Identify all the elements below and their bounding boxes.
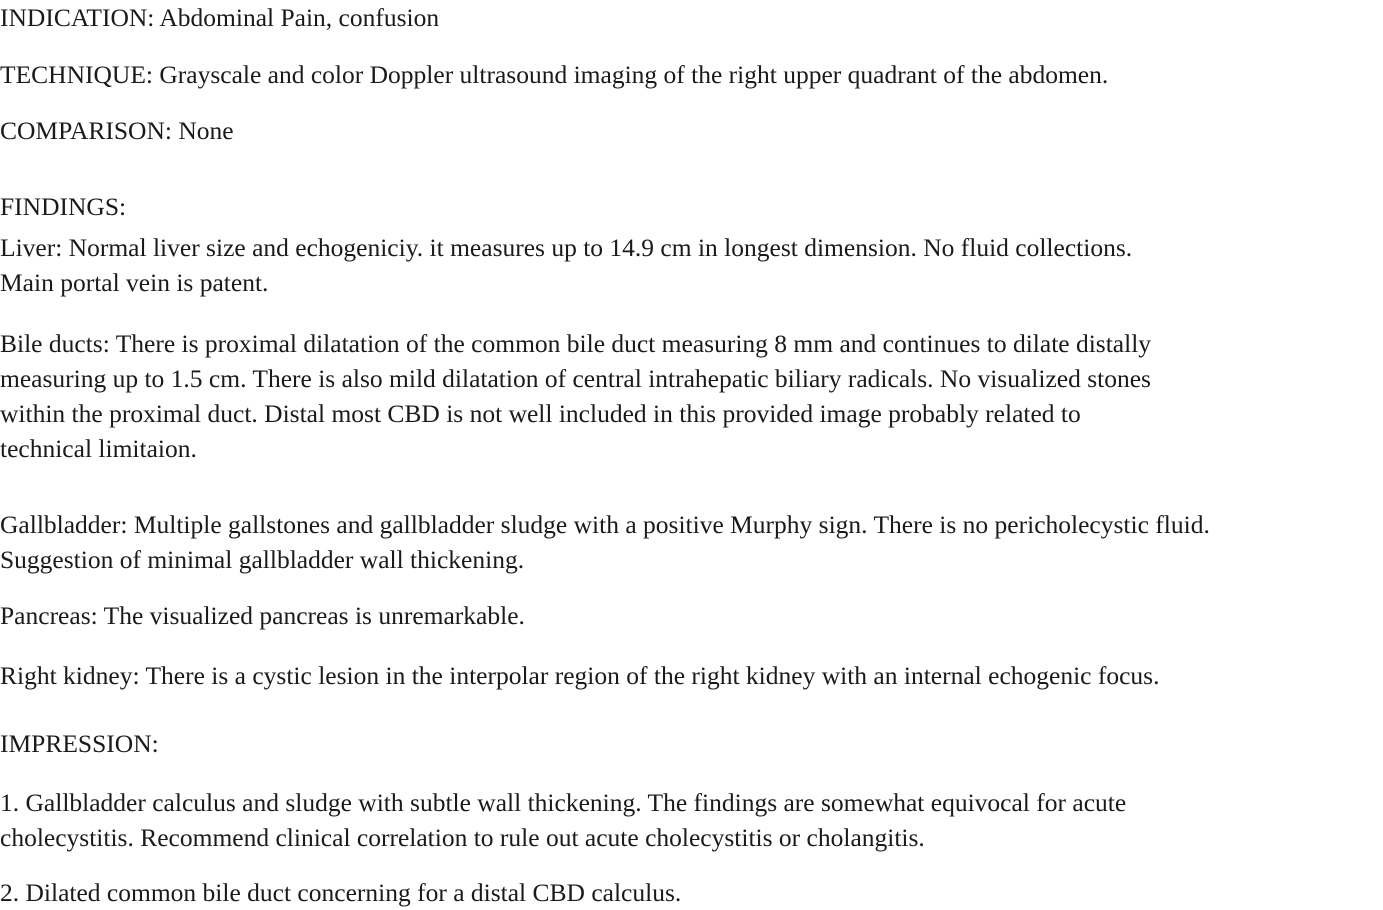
liver-finding (0, 230, 1383, 300)
gallbladder-finding-line: Gallbladder: Multiple gallstones and gallbladder sludge with a positive Murphy sign. There is no pericholecystic fluid. (0, 510, 1210, 539)
bile-ducts-finding-line: Bile ducts: There is proximal dilatation of the common bile duct measuring 8 mm and continues to dilate distally (0, 329, 1152, 358)
right-kidney-finding: Right kidney: There is a cystic lesion in the interpolar region of the right kidney with an internal echogenic focus. (0, 661, 1160, 690)
bile-ducts-finding (0, 326, 1383, 466)
gallbladder-finding-line: Suggestion of minimal gallbladder wall thickening. (0, 545, 525, 574)
bile-ducts-finding-line: measuring up to 1.5 cm. There is also mild dilatation of central intrahepatic biliary radicals. No visualized stones (0, 364, 1151, 393)
findings-heading: FINDINGS: (0, 192, 127, 221)
indication-line: INDICATION: Abdominal Pain, confusion (0, 3, 440, 32)
impression-heading: IMPRESSION: (0, 729, 159, 758)
impression-item-1-line: cholecystitis. Recommend clinical correlation to rule out acute cholecystitis or cholangitis. (0, 823, 925, 852)
bile-ducts-finding-line: within the proximal duct. Distal most CBD is not well included in this provided image probably related to (0, 399, 1081, 428)
impression-item-1-line: 1. Gallbladder calculus and sludge with subtle wall thickening. The findings are somewhat equivocal for acute (0, 788, 1127, 817)
impression-item-1 (0, 785, 1383, 855)
bile-ducts-finding-line: technical limitaion. (0, 434, 197, 463)
gallbladder-finding (0, 507, 1383, 577)
liver-finding-line: Liver: Normal liver size and echogeniciy. it measures up to 14.9 cm in longest dimension. No fluid collections. (0, 233, 1133, 262)
comparison-line: COMPARISON: None (0, 116, 234, 145)
technique-line: TECHNIQUE: Grayscale and color Doppler ultrasound imaging of the right upper quadrant of the abdomen. (0, 60, 1109, 89)
liver-finding-line: Main portal vein is patent. (0, 268, 269, 297)
impression-item-2: 2. Dilated common bile duct concerning for a distal CBD calculus. (0, 878, 682, 907)
pancreas-finding: Pancreas: The visualized pancreas is unremarkable. (0, 601, 525, 630)
